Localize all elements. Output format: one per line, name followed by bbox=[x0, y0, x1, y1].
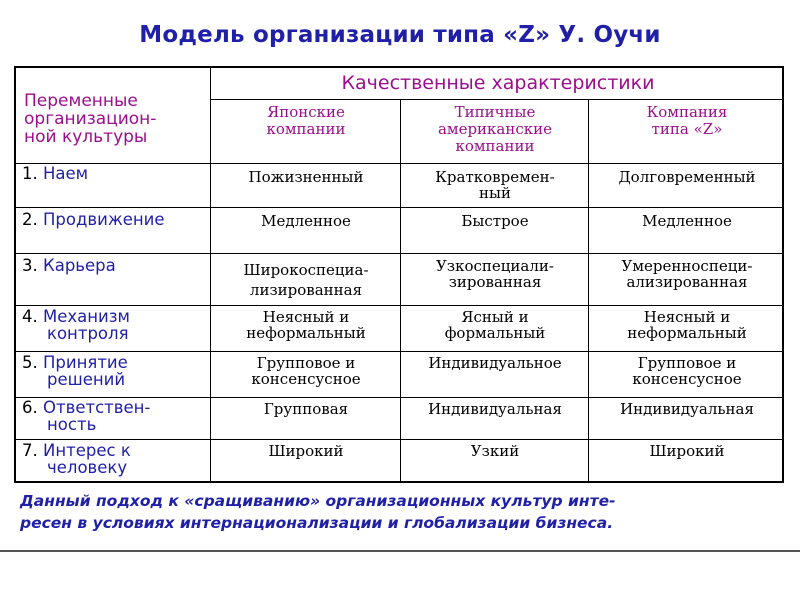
col-header-american: Типичные американские компании bbox=[437, 103, 553, 155]
table-cell: Групповая bbox=[263, 400, 349, 418]
table-cell: Неясный и неформальный bbox=[627, 308, 747, 342]
comparison-table bbox=[14, 66, 784, 483]
table-cell: Умеренноспеци- ализированная bbox=[621, 257, 753, 291]
row-label-decisions: 5. Принятие решений bbox=[22, 353, 128, 389]
row-label-hiring: 1. Наем bbox=[22, 164, 89, 183]
table-cell: Медленное bbox=[261, 212, 351, 230]
table-cell: Индивидуальное bbox=[428, 354, 562, 372]
row-divider bbox=[16, 305, 782, 306]
row-divider bbox=[16, 439, 782, 440]
bottom-rule bbox=[0, 550, 800, 552]
col-divider bbox=[400, 99, 401, 481]
table-cell: Ясный и формальный bbox=[444, 308, 546, 342]
col-divider bbox=[588, 99, 589, 481]
row-label-career: 3. Карьера bbox=[22, 256, 116, 275]
table-cell: Быстрое bbox=[461, 212, 529, 230]
table-cell: Широкоспециа- лизированная bbox=[243, 261, 369, 299]
row-divider bbox=[210, 99, 782, 100]
table-cell: Широкий bbox=[268, 442, 344, 460]
table-cell: Узкоспециали- зированная bbox=[436, 257, 554, 291]
col-header-japanese: Японские компании bbox=[266, 103, 346, 138]
table-cell: Кратковремен- ный bbox=[435, 168, 555, 202]
table-cell: Групповое и консенсусное bbox=[251, 354, 361, 388]
table-cell: Групповое и консенсусное bbox=[632, 354, 742, 388]
table-cell: Пожизненный bbox=[248, 168, 364, 186]
table-cell: Неясный и неформальный bbox=[246, 308, 366, 342]
footer-note: Данный подход к «сращиванию» организационных культур инте- ресен в условиях интернационализации и глобализации бизнеса. bbox=[20, 492, 616, 532]
row-label-responsibility: 6. Ответствен- ность bbox=[22, 398, 151, 434]
col-header-z-company: Компания типа «Z» bbox=[646, 103, 728, 138]
row-label-promotion: 2. Продвижение bbox=[22, 210, 165, 229]
table-cell: Индивидуальная bbox=[428, 400, 562, 418]
table-cell: Широкий bbox=[649, 442, 725, 460]
row-divider bbox=[16, 351, 782, 352]
page-title: Модель организации типа «Z» У. Оучи bbox=[139, 22, 661, 48]
table-cell: Долговременный bbox=[618, 168, 756, 186]
qualitative-header: Качественные характеристики bbox=[341, 72, 655, 94]
row-divider bbox=[16, 207, 782, 208]
table-cell: Индивидуальная bbox=[620, 400, 754, 418]
table-cell: Узкий bbox=[470, 442, 520, 460]
row-label-interest: 7. Интерес к человеку bbox=[22, 441, 131, 477]
row-label-control: 4. Механизм контроля bbox=[22, 307, 130, 343]
table-cell: Медленное bbox=[642, 212, 732, 230]
variables-header: Переменные организацион- ной культуры bbox=[24, 91, 157, 147]
row-divider bbox=[16, 253, 782, 254]
